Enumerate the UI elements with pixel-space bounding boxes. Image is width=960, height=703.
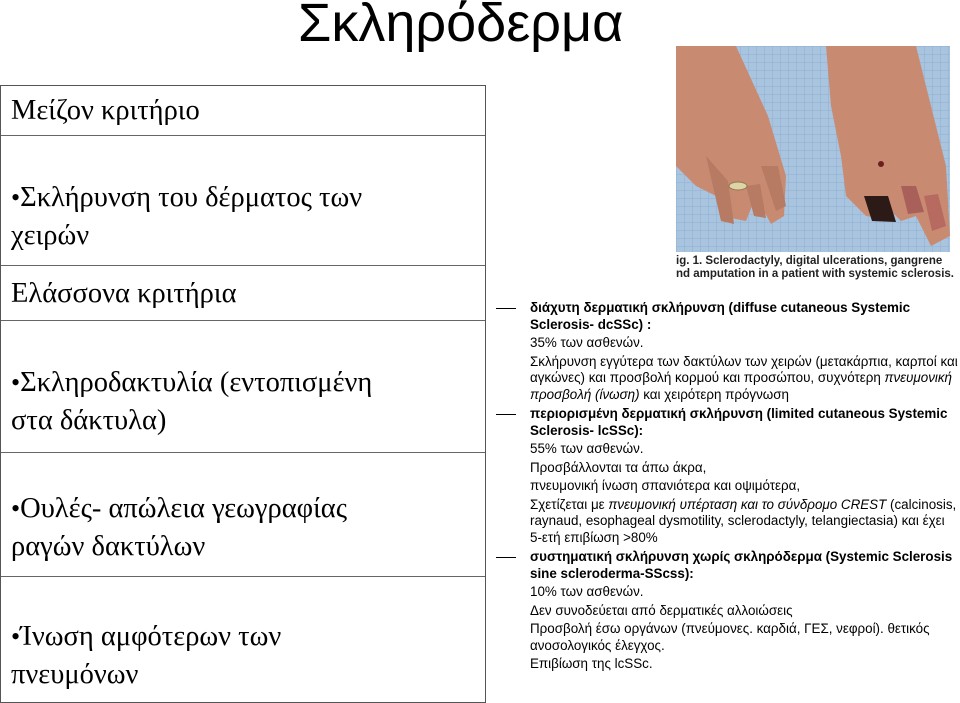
sclerodactyly-hands-image bbox=[676, 46, 950, 252]
subtype-description: Σκλήρυνση εγγύτερα των δακτύλων των χειρών (μετακάρπια, καρποί και αγκώνες) και προσβολή κορμού και προσώπου, συχνότερη πνευμονική προσβολή (ίνωση) και χειρότερη πρόγνωση bbox=[530, 353, 958, 402]
bullet-icon: • bbox=[11, 368, 21, 397]
minor-criterion-item: •Ίνωση αμφότερων των πνευμόνων bbox=[11, 621, 282, 690]
subtype-sine bbox=[490, 549, 960, 582]
subtype-diffuse bbox=[490, 300, 960, 333]
subtype-prevalence: 35% των ασθενών. bbox=[530, 335, 644, 350]
minor-criterion-item: •Ουλές- απώλεια γεωγραφίας ραγών δακτύλων bbox=[11, 493, 347, 562]
bullet-icon: • bbox=[11, 622, 21, 651]
minor-criterion-row-1 bbox=[1, 320, 485, 453]
subtype-prevalence: 10% των ασθενών. bbox=[530, 584, 644, 599]
dash-bullet-icon bbox=[496, 557, 516, 558]
criteria-panel bbox=[0, 85, 486, 703]
minor-criteria-heading-row bbox=[1, 265, 485, 321]
subtype-line: πνευμονική ίνωση σπανιότερα και οψιμότερα, bbox=[530, 478, 801, 493]
major-criterion-heading: Μείζον κριτήριο bbox=[11, 95, 200, 126]
page-title: Σκληρόδερμα bbox=[298, 0, 624, 53]
hands-photo bbox=[676, 46, 950, 252]
bullet-icon: • bbox=[11, 183, 21, 212]
minor-criterion-row-2 bbox=[1, 452, 485, 577]
figure-caption: ig. 1. Sclerodactyly, digital ulcerations, gangrene nd amputation in a patient with systemic sclerosis. bbox=[676, 255, 954, 280]
bullet-icon: • bbox=[11, 494, 21, 523]
subtype-prevalence: 55% των ασθενών. bbox=[530, 441, 644, 456]
subtype-line: Προσβολή έσω οργάνων (πνεύμονες. καρδιά, ΓΕΣ, νεφροί). θετικός ανοσολογικός έλεγχος. bbox=[530, 621, 930, 653]
subtype-line: Σχετίζεται με πνευμονική υπέρταση και το σύνδρομο CREST (calcinosis, raynaud, esophageal dysmotility, sclerodactyly, telangiectasia) και έχει 5-ετή επιβίωση >80% bbox=[530, 496, 957, 545]
subtype-line: Προσβάλλονται τα άπω άκρα, bbox=[530, 459, 707, 475]
major-criterion-heading-row bbox=[1, 86, 485, 136]
major-criterion-item: •Σκλήρυνση του δέρματος των χειρών bbox=[11, 182, 363, 251]
dash-bullet-icon bbox=[496, 414, 516, 415]
minor-criterion-item: •Σκληροδακτυλία (εντοπισμένη στα δάκτυλα) bbox=[11, 367, 373, 436]
subtype-line: Επιβίωση της lcSSc. bbox=[530, 656, 653, 671]
minor-criterion-row-3 bbox=[1, 576, 485, 702]
dash-bullet-icon bbox=[496, 308, 516, 309]
subtypes-list bbox=[490, 300, 960, 673]
subtype-heading: συστηματική σκλήρυνση χωρίς σκληρόδερμα (Systemic Sclerosis sine scleroderma-SScss): bbox=[530, 549, 953, 581]
minor-criteria-heading: Ελάσσονα κριτήρια bbox=[11, 278, 237, 309]
major-criterion-item-row bbox=[1, 135, 485, 266]
subtype-line: Δεν συνοδεύεται από δερματικές αλλοιώσεις bbox=[530, 602, 793, 618]
subtype-limited bbox=[490, 406, 960, 439]
subtype-heading: περιορισμένη δερματική σκλήρυνση (limited cutaneous Systemic Sclerosis- lcSSc): bbox=[530, 406, 948, 438]
subtype-heading: διάχυτη δερματική σκλήρυνση (diffuse cutaneous Systemic Sclerosis- dcSSc) : bbox=[530, 300, 911, 332]
